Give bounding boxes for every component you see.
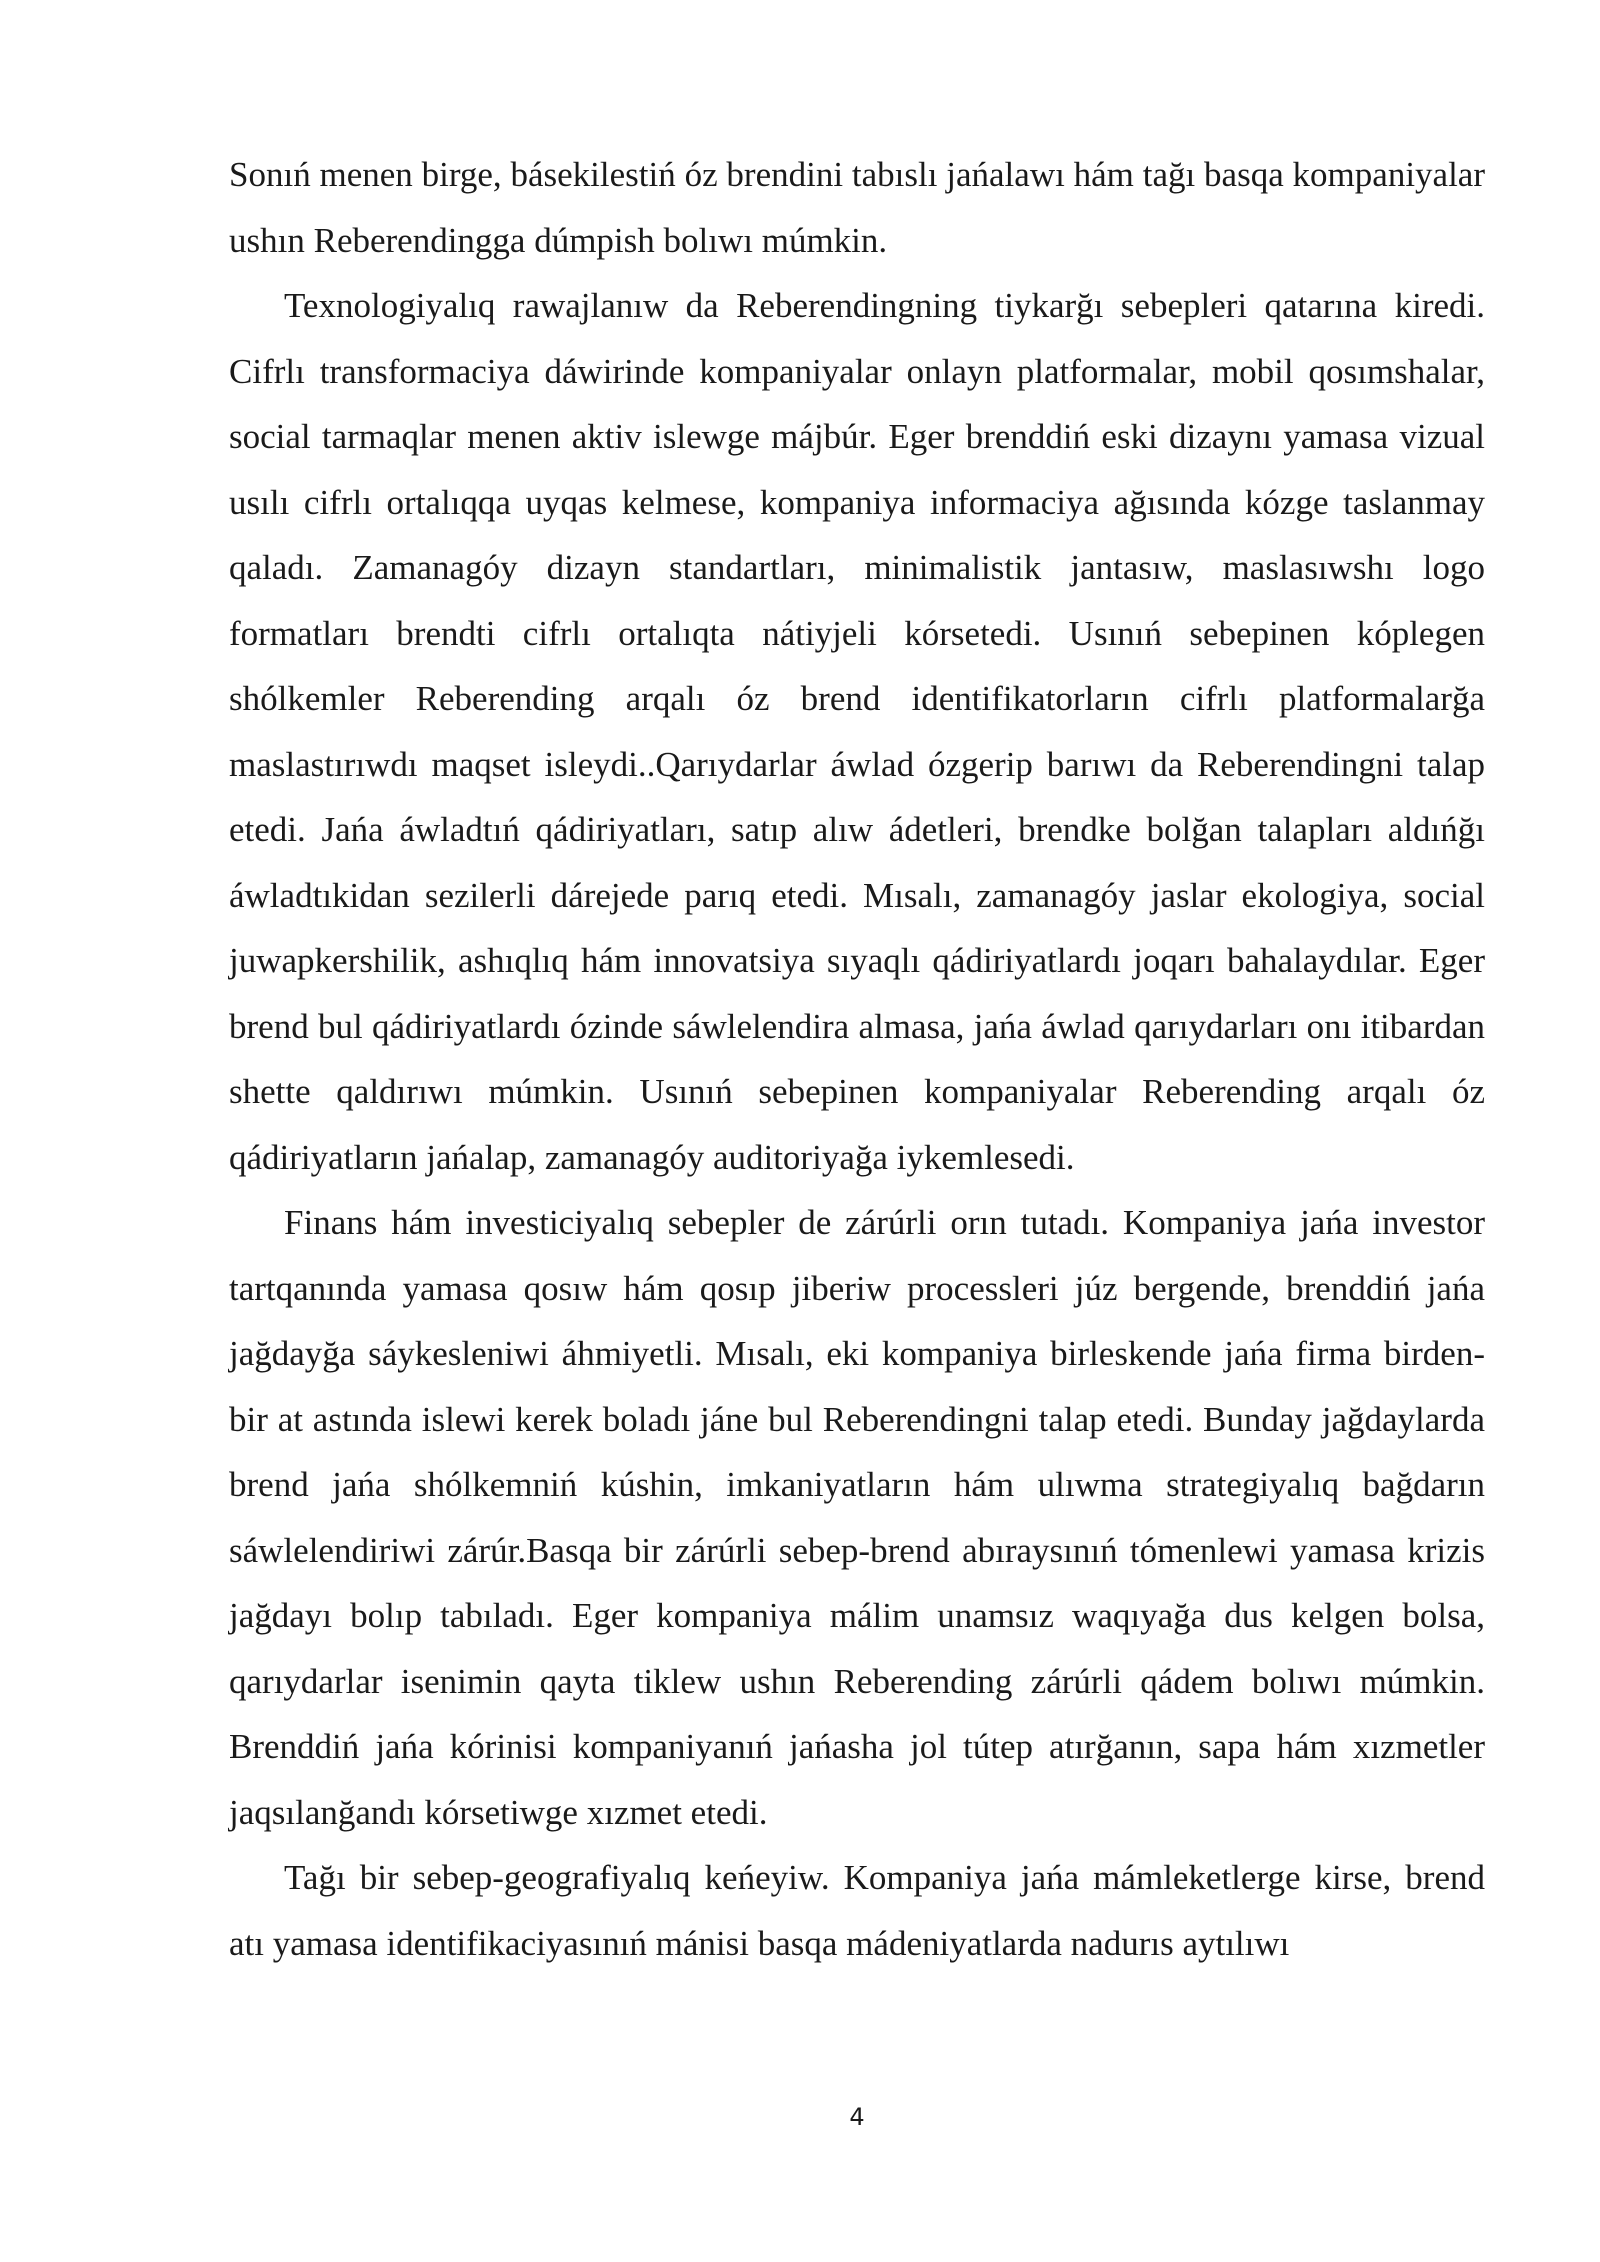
page-number: 4	[849, 2103, 865, 2131]
document-body	[229, 142, 1485, 1976]
paragraph: Sonıń menen birge, básekilestiń óz brendini tabıslı jańalawı hám tağı basqa kompaniyalar ushın Reberendingga dúmpish bolıwı múmkin.	[229, 155, 1485, 260]
paragraph: Finans hám investiciyalıq sebepler de zárúrli orın tutadı. Kompaniya jańa investor tartqanında yamasa qosıw hám qosıp jiberiw processleri júz bergende, brenddiń jańa jağdayğa sáykesleniwi áhmiyetli. Mısalı, eki kompaniya birleskende jańa firma birden-bir at astında islewi kerek boladı jáne bul Reberendingni talap etedi. Bunday jağdaylarda brend jańa shólkemniń kúshin, imkaniyatların hám ulıwma strategiyalıq bağdarın sáwlelendiriwi zárúr.Basqa bir zárúrli sebep-brend abıraysınıń tómenlewi yamasa krizis jağdayı bolıp tabıladı. Eger kompaniya málim unamsız waqıyağa dus kelgen bolsa, qarıydarlar isenimin qayta tiklew ushın Reberending zárúrli qádem bolıwı múmkin. Brenddiń jańa kórinisi kompaniyanıń jańasha jol tútep atırğanın, sapa hám xızmetler jaqsılanğandı kórsetiwge xızmet etedi.	[229, 1203, 1485, 1832]
paragraph: Texnologiyalıq rawajlanıw da Reberendingning tiykarğı sebepleri qatarına kiredi. Cifrlı transformaciya dáwirinde kompaniyalar onlayn platformalar, mobil qosımshalar, social tarmaqlar menen aktiv islewge májbúr. Eger brenddiń eski dizaynı yamasa vizual usılı cifrlı ortalıqqa uyqas kelmese, kompaniya informaciya ağısında kózge taslanmay qaladı. Zamanagóy dizayn standartları, minimalistik jantasıw, maslasıwshı logo formatları brendti cifrlı ortalıqta nátiyjeli kórsetedi. Usınıń sebepinen kóplegen shólkemler Reberending arqalı óz brend identifikatorların cifrlı platformalarğa maslastırıwdı maqset isleydi..Qarıydarlar áwlad ózgerip barıwı da Reberendingni talap etedi. Jańa áwladtıń qádiriyatları, satıp alıw ádetleri, brendke bolğan talapları aldıńğı áwladtıkidan sezilerli dárejede parıq etedi. Mısalı, zamanagóy jaslar ekologiya, social juwapkershilik, ashıqlıq hám innovatsiya sıyaqlı qádiriyatlardı joqarı bahalaydılar. Eger brend bul qádiriyatlardı ózinde sáwlelendira almasa, jańa áwlad qarıydarları onı itibardan shette qaldırıwı múmkin. Usınıń sebepinen kompaniyalar Reberending arqalı óz qádiriyatların jańalap, zamanagóy auditoriyağa iykemlesedi.	[229, 286, 1485, 1177]
paragraph: Tağı bir sebep-geografiyalıq keńeyiw. Kompaniya jańa mámleketlerge kirse, brend atı yamasa identifikaciyasınıń mánisi basqa mádeniyatlarda nadurıs aytılıwı	[229, 1858, 1485, 1963]
